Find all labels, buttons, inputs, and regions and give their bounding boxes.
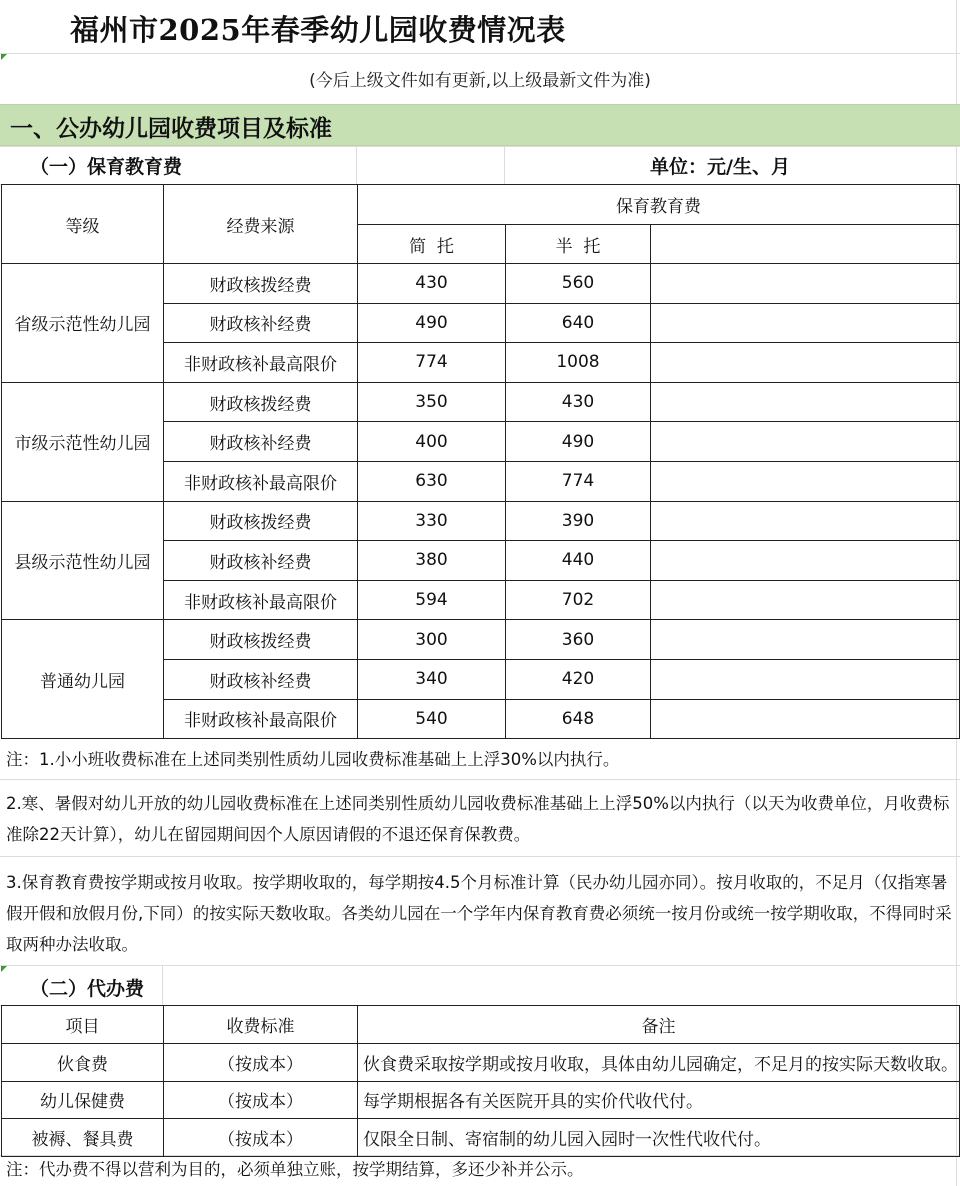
item-cell: 被褥、餐具费 [2, 1119, 164, 1157]
fee-cell: 774 [358, 343, 506, 383]
header-simple-care: 简 托 [358, 225, 506, 264]
item-cell: 伙食费 [2, 1044, 164, 1082]
empty-cell [651, 620, 960, 660]
grade-cell: 省级示范性幼儿园 [2, 264, 164, 383]
item-cell: 幼儿保健费 [2, 1081, 164, 1119]
standard-cell: （按成本） [164, 1044, 358, 1082]
source-cell: 财政核补经费 [164, 422, 358, 462]
header-half-care: 半 托 [506, 225, 651, 264]
tuition-fee-table [1, 184, 960, 739]
fee-cell: 330 [358, 501, 506, 541]
header-item: 项目 [2, 1006, 164, 1044]
standard-cell: （按成本） [164, 1081, 358, 1119]
fee-cell: 774 [506, 461, 651, 501]
source-cell: 财政核拨经费 [164, 382, 358, 422]
empty-cell [651, 580, 960, 620]
fee-cell: 540 [358, 699, 506, 739]
remark-cell: 仅限全日制、寄宿制的幼儿园入园时一次性代收代付。 [358, 1119, 960, 1157]
note-2: 2.寒、暑假对幼儿开放的幼儿园收费标准在上述同类别性质幼儿园收费标准基础上上浮50%以内执行（以天为收费单位，月收费标准除22天计算），幼儿在留园期间因个人原因请假的不退还保育保教费。 [6, 794, 950, 844]
fee-cell: 702 [506, 580, 651, 620]
fee-cell: 430 [506, 382, 651, 422]
grade-cell: 市级示范性幼儿园 [2, 382, 164, 501]
header-source: 经费来源 [164, 185, 358, 264]
fee-cell: 560 [506, 264, 651, 304]
source-cell: 财政核拨经费 [164, 501, 358, 541]
source-cell: 非财政核补最高限价 [164, 461, 358, 501]
remark-cell: 每学期根据各有关医院开具的实价代收代付。 [358, 1081, 960, 1119]
empty-cell [651, 343, 960, 383]
header-standard: 收费标准 [164, 1006, 358, 1044]
fee-cell: 360 [506, 620, 651, 660]
agency-fee-note: 注：代办费不得以营利为目的，必须单独立账，按学期结算，多还少补并公示。 [6, 1160, 584, 1179]
unit-label: 单位：元/生、月 [650, 156, 790, 178]
fee-cell: 490 [506, 422, 651, 462]
agency-fee-table [1, 1005, 960, 1157]
subsection-title-agency-fee: （二）代办费 [30, 978, 145, 1000]
note-3: 3.保育教育费按学期或按月收取。按学期收取的，每学期按4.5个月标准计算（民办幼儿园亦同）。按月收取的，不足月（仅指寒暑假开假和放假月份,下同）的按实际天数收取。各类幼儿园在一个学年内保育教育费必须统一按月份或统一按学期收取，不得同时采取两种办法收取。 [6, 873, 952, 954]
fee-cell: 440 [506, 541, 651, 581]
header-grade: 等级 [2, 185, 164, 264]
empty-cell [651, 541, 960, 581]
empty-cell [651, 264, 960, 304]
fee-cell: 490 [358, 303, 506, 343]
source-cell: 财政核拨经费 [164, 620, 358, 660]
source-cell: 非财政核补最高限价 [164, 343, 358, 383]
note-1: 注：1.小小班收费标准在上述同类别性质幼儿园收费标准基础上上浮30%以内执行。 [6, 750, 620, 769]
source-cell: 财政核补经费 [164, 541, 358, 581]
fee-cell: 400 [358, 422, 506, 462]
page-subtitle: (今后上级文件如有更新,以上级最新文件为准) [309, 71, 651, 91]
empty-cell [651, 303, 960, 343]
grade-cell: 县级示范性幼儿园 [2, 501, 164, 620]
empty-cell [651, 659, 960, 699]
source-cell: 财政核补经费 [164, 659, 358, 699]
fee-cell: 300 [358, 620, 506, 660]
empty-cell [651, 461, 960, 501]
empty-cell [651, 382, 960, 422]
fee-cell: 640 [506, 303, 651, 343]
standard-cell: （按成本） [164, 1119, 358, 1157]
fee-cell: 420 [506, 659, 651, 699]
header-remark: 备注 [358, 1006, 960, 1044]
fee-cell: 350 [358, 382, 506, 422]
subsection-title-tuition: （一）保育教育费 [30, 156, 183, 178]
fee-cell: 1008 [506, 343, 651, 383]
source-cell: 财政核拨经费 [164, 264, 358, 304]
header-fee: 保育教育费 [358, 185, 960, 225]
page-title: 福州市2025年春季幼儿园收费情况表 [70, 13, 566, 47]
empty-cell [651, 699, 960, 739]
source-cell: 非财政核补最高限价 [164, 580, 358, 620]
grade-cell: 普通幼儿园 [2, 620, 164, 739]
empty-cell [651, 501, 960, 541]
empty-cell [651, 422, 960, 462]
fee-cell: 594 [358, 580, 506, 620]
section-title: 一、公办幼儿园收费项目及标准 [10, 115, 332, 142]
fee-cell: 340 [358, 659, 506, 699]
fee-cell: 648 [506, 699, 651, 739]
fee-cell: 390 [506, 501, 651, 541]
remark-cell: 伙食费采取按学期或按月收取，具体由幼儿园确定，不足月的按实际天数收取。 [358, 1044, 960, 1082]
source-cell: 财政核补经费 [164, 303, 358, 343]
fee-cell: 430 [358, 264, 506, 304]
header-empty-cell [651, 225, 960, 264]
fee-cell: 380 [358, 541, 506, 581]
source-cell: 非财政核补最高限价 [164, 699, 358, 739]
fee-cell: 630 [358, 461, 506, 501]
